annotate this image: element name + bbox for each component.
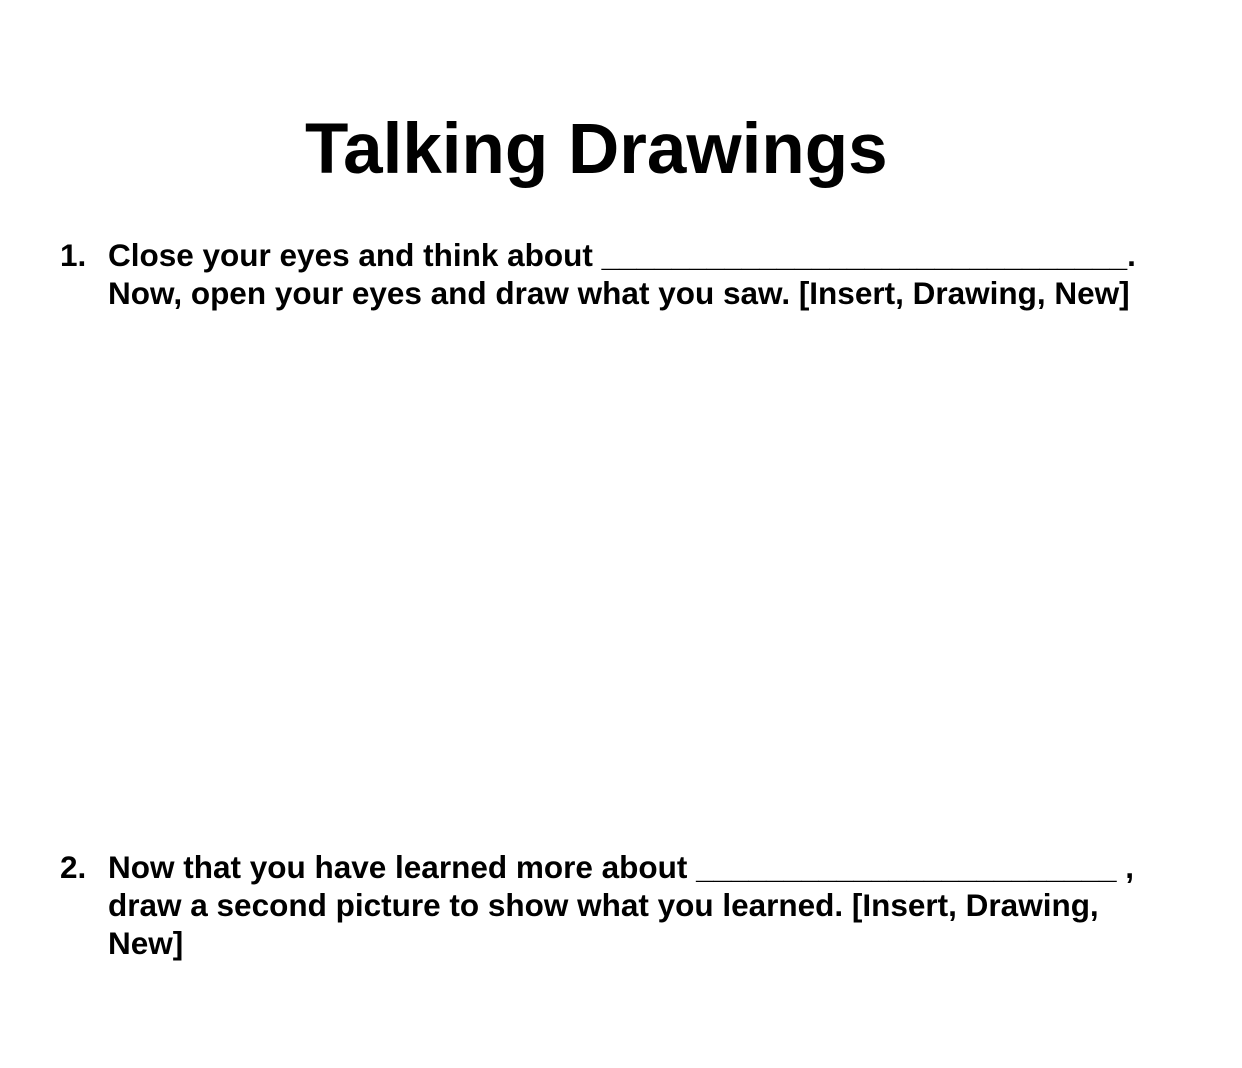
item-line: draw a second picture to show what you learned. [Insert, Drawing, xyxy=(108,887,1099,923)
item-line: Now that you have learned more about ________________________ , xyxy=(108,849,1135,885)
item-line: Close your eyes and think about ______________________________. xyxy=(108,237,1136,273)
item-line: Now, open your eyes and draw what you saw. [Insert, Drawing, New] xyxy=(108,275,1130,311)
instruction-item-2 xyxy=(60,848,1180,962)
item-text xyxy=(108,236,1180,312)
item-number: 1. xyxy=(60,237,87,273)
item-text xyxy=(108,848,1180,962)
document-title: Talking Drawings xyxy=(305,110,888,189)
item-line: New] xyxy=(108,925,184,961)
item-number: 2. xyxy=(60,849,87,885)
instruction-item-1 xyxy=(60,236,1180,312)
